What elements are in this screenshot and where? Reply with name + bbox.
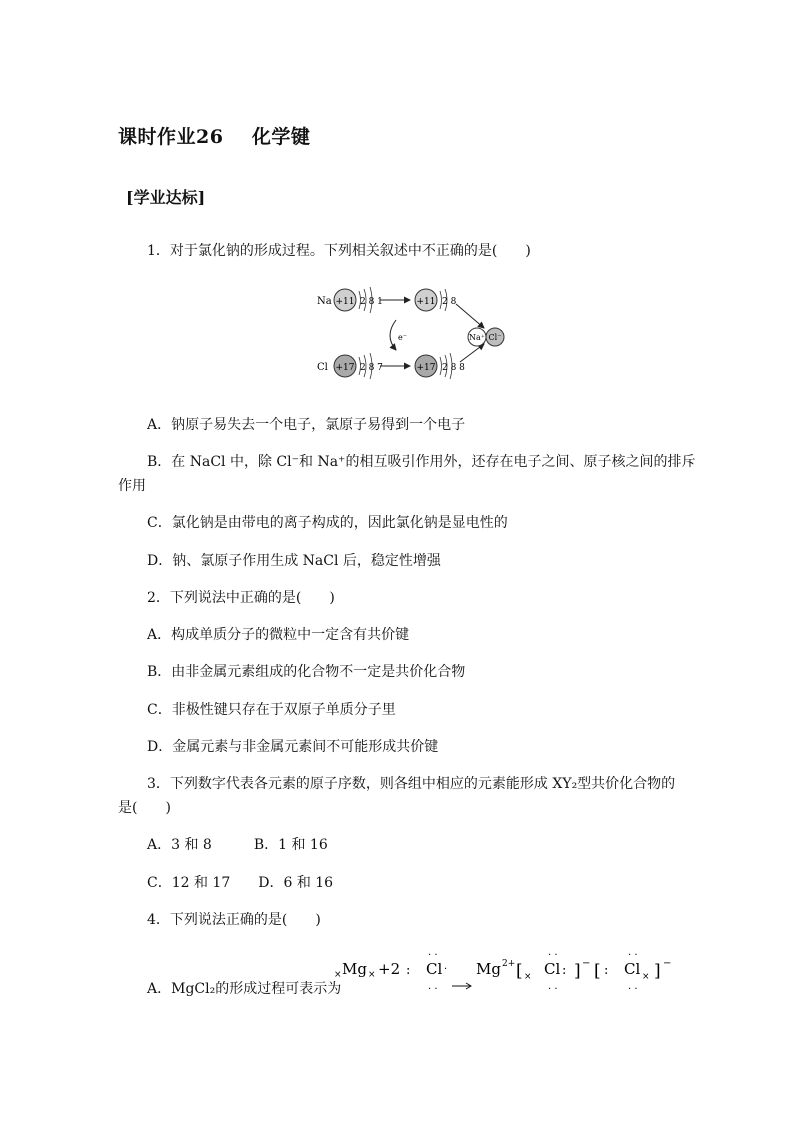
bracket-close-1: ] <box>574 961 581 981</box>
question-3-stem-cont: 是( ) <box>118 800 171 816</box>
mg-electron-right: × <box>368 970 376 980</box>
mg-electron-left: × <box>334 970 342 980</box>
q3-options-ab: A．3 和 8 B．1 和 16 <box>147 837 328 853</box>
cl1-dots-right: : <box>562 963 567 978</box>
bracket-open-2: [ <box>594 961 601 981</box>
converge-arrow-bottom <box>460 344 484 362</box>
page-title: 课时作业26 化学键 <box>118 126 311 148</box>
q2-option-a: A．构成单质分子的微粒中一定含有共价键 <box>147 627 410 643</box>
question-4-stem: 4．下列说法正确的是( ) <box>147 912 321 928</box>
bracket-close-2: ] <box>654 961 661 981</box>
mg-ion-charge: 2+ <box>502 959 516 969</box>
cl-dot-right: · <box>444 964 448 975</box>
electron-label: e⁻ <box>398 333 407 342</box>
section-heading: [学业达标] <box>126 188 206 207</box>
q1-option-a: A．钠原子易失去一个电子，氯原子易得到一个电子 <box>147 417 466 433</box>
na-shell-electrons: 2 8 1 <box>360 297 383 307</box>
cl2-dots-left: : <box>604 963 609 978</box>
q2-option-c: C．非极性键只存在于双原子单质分子里 <box>147 702 396 718</box>
na-label: Na <box>317 296 332 307</box>
q1-option-c: C．氯化钠是由带电的离子构成的，因此氯化钠是显电性的 <box>147 515 508 531</box>
mg-ion-symbol: Mg <box>476 960 501 978</box>
electron-transfer-arrow <box>390 320 396 350</box>
question-1-stem: 1．对于氯化钠的形成过程。下列相关叙述中不正确的是( ) <box>147 243 531 259</box>
na-ion-nucleus-charge: +11 <box>416 297 436 307</box>
cl-symbol: Cl <box>426 960 443 978</box>
q4-option-a: A．MgCl₂的形成过程可表示为 <box>147 981 342 997</box>
cl-nucleus-charge: +17 <box>335 363 355 373</box>
mg-symbol: Mg <box>342 960 367 978</box>
cl-cross-1: × <box>524 972 532 982</box>
cl-shell-electrons: 2 8 7 <box>360 363 383 373</box>
cl-ion-nucleus-charge: +17 <box>416 363 436 373</box>
q2-option-d: D．金属元素与非金属元素间不可能形成共价键 <box>147 739 439 755</box>
converge-arrow-top <box>456 304 484 328</box>
bracket-open-1: [ <box>516 961 523 981</box>
cl-dots-top: · · <box>428 950 438 961</box>
question-3-stem: 3．下列数字代表各元素的原子序数，则各组中相应的元素能形成 XY₂型共价化合物的 <box>147 776 676 792</box>
product-na-ion-label: Na⁺ <box>469 333 485 342</box>
nacl-formation-diagram <box>314 278 514 388</box>
na-ion-shell-electrons: 2 8 <box>442 297 457 307</box>
q3-options-cd: C．12 和 17 D．6 和 16 <box>147 875 334 891</box>
cl1-charge: − <box>582 958 591 969</box>
q1-option-b: B．在 NaCl 中，除 Cl⁻和 Na⁺的相互吸引作用外，还存在电子之间、原子核之间的排斥 <box>147 454 696 470</box>
plus-two: +2 <box>378 960 401 978</box>
cl-label: Cl <box>317 362 328 373</box>
cl-dots-left: : <box>406 963 411 978</box>
cl2-symbol: Cl <box>624 960 641 978</box>
cl1-dots-bottom: · · <box>548 984 558 995</box>
q2-option-b: B．由非金属元素组成的化合物不一定是共价化合物 <box>147 664 466 680</box>
cl1-symbol: Cl <box>544 960 561 978</box>
na-nucleus-charge: +11 <box>335 297 355 307</box>
cl2-dots-bottom: · · <box>628 984 638 995</box>
cl2-dots-top: · · <box>628 950 638 961</box>
product-cl-ion-label: Cl⁻ <box>488 333 502 342</box>
cl-ion-shell-electrons: 2 8 8 <box>442 363 465 373</box>
cl2-charge: − <box>663 958 672 969</box>
q1-option-b-cont: 作用 <box>118 478 146 494</box>
cl-dots-bottom: · · <box>428 984 438 995</box>
cl-cross-2: × <box>642 972 650 982</box>
cl1-dots-top: · · <box>548 950 558 961</box>
q1-option-d: D．钠、氯原子作用生成 NaCl 后，稳定性增强 <box>147 553 441 569</box>
mgcl2-formation-formula <box>332 946 682 996</box>
question-2-stem: 2．下列说法中正确的是( ) <box>147 590 335 606</box>
